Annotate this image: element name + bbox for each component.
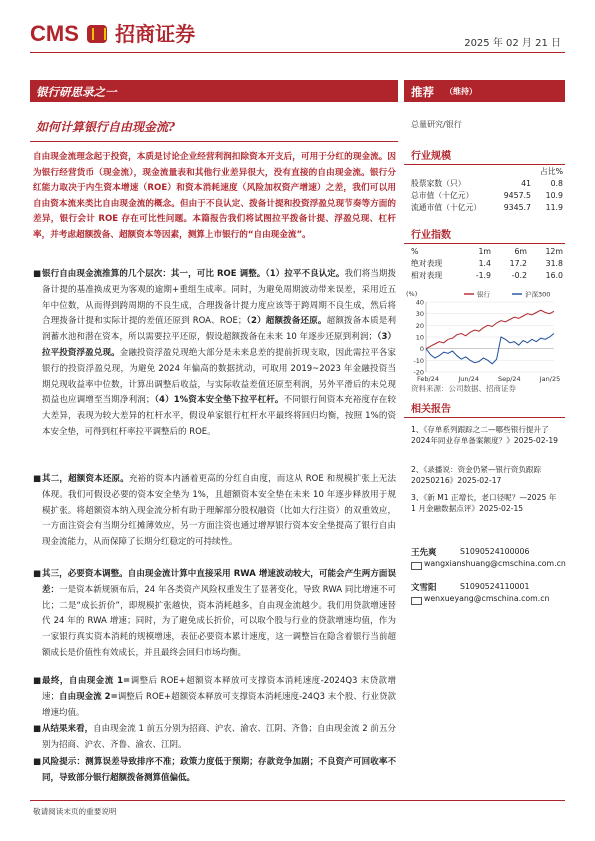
table-cell: -0.2 <box>511 270 527 280</box>
section-title-index: 行业指数 <box>411 230 451 241</box>
related-report-item[interactable]: 1、《存单系列跟踪之二—哪些银行提升了2024年同业存单备案额度？》2025-02-19 <box>411 425 558 446</box>
bullet-lead: （2）超额拨备还原。 <box>246 316 327 327</box>
abstract-paragraph: 自由现金流理念起于投资，本质是讨论企业经营利润扣除资本开支后，可用于分红的现金流。因为银行经营货币（现金流），现金流量表和其他行业差异很大，没有直接的自由现金流。银行分红能力取决于内生资本增速（ROE）和资本消耗速度（风险加权资产增速）之差，我们可以用自由资本流来类比自由现金流的概念。但由于不良认定、拨备计提和投资浮盈兑现节奏等方面的差异，银行会计 ROE 存在可比性问题。本篇报告我们将试图拉平拨备计提、浮盈兑现、杠杆率，并考虑超额拨备、超额资本等因素，测算上市银行的“自由现金流”。 <box>33 152 396 240</box>
table-header-row <box>411 245 563 257</box>
bullet-text: 自由现金流 1 前五分别为招商、沪农、渝农、江阴、齐鲁；自由现金流 2 前五分别为招商、沪农、齐鲁、渝农、江阴。 <box>42 724 396 750</box>
table-cell: 0.8 <box>550 178 563 188</box>
table-cell: 占比% <box>539 166 563 176</box>
x-tick-label: Jan/25 <box>539 375 561 383</box>
bullet-section-formula <box>33 674 396 721</box>
footer-divider <box>30 800 565 801</box>
table-cell: 9457.5 <box>503 190 531 200</box>
y-tick-label: 10 <box>415 333 424 342</box>
logo-emblem-icon <box>87 25 107 43</box>
bullet-lead: 其二，超额资本还原。 <box>42 474 129 484</box>
header-divider <box>30 52 565 53</box>
bullet-icon: ■ <box>33 757 42 767</box>
bullet-lead: 最终，自由现金流 1= <box>42 676 131 686</box>
table-row <box>411 189 563 201</box>
analyst-email[interactable]: wangxianshuang@cmschina.com.cn <box>424 559 566 568</box>
table-cell: 总市值（十亿元） <box>411 190 474 200</box>
table-cell: 6m <box>514 246 527 256</box>
y-tick-label: -20 <box>413 368 424 377</box>
x-tick-label: Jun/24 <box>458 375 479 383</box>
section-divider <box>404 243 565 244</box>
y-tick-label: 40 <box>415 298 424 307</box>
table-cell <box>411 165 491 177</box>
table-cell: 1m <box>478 246 491 256</box>
bullet-section-necessary-capital <box>33 567 396 662</box>
page-title: 如何计算银行自由现金流? <box>36 120 176 134</box>
bullet-lead: （4）1%资本安全垫下拉平杠杆。 <box>154 395 284 406</box>
table-cell: 11.9 <box>545 202 563 212</box>
table-cell: 17.2 <box>509 258 527 268</box>
bullet-lead: 其三，必要资本调整。自由现金流计算中直接采用 RWA 增速波动较大，可能会产生两方面误差： <box>42 569 396 595</box>
performance-chart <box>404 288 565 388</box>
bullet-section-excess-capital <box>33 472 396 551</box>
table-header-row <box>411 165 563 177</box>
report-date: 2025 年 02 月 21 日 <box>464 38 561 49</box>
rating-sub: （维持） <box>445 87 477 96</box>
chart-source: 资料来源：公司数据、招商证券 <box>411 384 516 393</box>
bullet-icon: ■ <box>33 676 42 686</box>
bullet-section-results <box>33 722 396 754</box>
series-title: 银行研思录之一 <box>36 85 117 99</box>
section-title-related: 相关报告 <box>411 404 451 415</box>
rating-label: 推荐 <box>411 85 434 99</box>
bullet-section-risk <box>33 755 396 787</box>
table-cell: -1.9 <box>475 270 491 280</box>
bullet-text: 我们将当期拨备计提的基准换成更为客观的逾期+重组生成率。同时，为避免周期波动带来误差，采用近五年中位数，从而得到跨周期的不良生成，合理拨备计提力度应该等于跨周期不良生成，然后将合理拨备计提和实际计提的差值还原到 ROA、ROE； <box>42 269 396 327</box>
footer-note: 敬请阅读末页的重要说明 <box>33 807 117 816</box>
analyst-id: S1090524110001 <box>460 582 530 591</box>
industry-scale-table <box>411 165 563 213</box>
section-title-scale: 行业规模 <box>411 151 451 162</box>
related-report-item[interactable]: 3、《新 M1 正增长，老口径呢？—2025 年 1 月金融数据点评》2025-02-15 <box>411 493 557 514</box>
title-divider <box>30 141 398 142</box>
table-cell: % <box>411 246 419 256</box>
x-tick-label: Feb/24 <box>417 375 439 383</box>
bullet-text: 不同银行间资本充裕度存在较大差异，表现为较大差异的杠杆水平，假设单家银行杠杆水平最终将回归均衡，按照 1%的资本安全垫，可得到杠杆率拉平调整后的 ROE。 <box>42 395 396 437</box>
bullet-icon: ■ <box>33 269 42 279</box>
table-cell: 1.4 <box>478 258 491 268</box>
x-tick-label: Sep/24 <box>497 375 521 383</box>
table-cell: 31.8 <box>545 258 563 268</box>
legend-label: 银行 <box>477 290 490 299</box>
bullet-lead: 银行自由现金流推算的几个层次：其一，可比 ROE 调整。（1）拉平不良认定。 <box>42 269 345 279</box>
bullet-text: 调整后 ROE+超额资本释放可支撑资本消耗速度-24Q3 末个股、行业贷款增速均值。 <box>42 691 396 718</box>
table-cell: 流通市值（十亿元） <box>411 202 482 212</box>
y-tick-label: -10 <box>413 356 424 365</box>
table-cell: 9345.7 <box>503 202 531 212</box>
legend-label: 沪深300 <box>525 290 551 299</box>
table-row <box>411 201 563 213</box>
table-cell: 相对表现 <box>411 270 443 280</box>
bullet-text: 金融投资浮盈兑现绝大部分是未来息差的提前折现支取，因此需拉平各家银行的投资浮盈兑现，为避免 2024 年偏高的数据扰动，可取用 2019~2023 年金融投资当期兑现收益率中位数，计算出调整后收益，与实际收益差值还原至利润，另外平滑后的未兑现损益也应调增至当期净利润； <box>42 347 396 406</box>
industry-index-table <box>411 245 563 281</box>
table-cell <box>491 165 531 177</box>
bullet-text: 充裕的资本内涵着更高的分红自由度，而这从 ROE 和规模扩张上无法体现。我们可假设必要的资本安全垫为 1%，且超额资本安全垫在未来 10 年逐步释放用于规模扩张。将超额资本纳入现金流分析有助于理解部分股权融资（比如大行注资）的双重效应，一方面注资会有当期分红摊薄效应，另一方面注资也通过增厚银行资本安全垫提高了银行自由现金流能力，从而保障了长期分红稳定的可持续性。 <box>42 474 396 548</box>
bullet-icon: ■ <box>33 474 42 484</box>
y-axis-label: (%) <box>406 290 418 298</box>
y-tick-label: 0 <box>419 345 424 354</box>
email-icon <box>411 562 422 570</box>
table-row <box>411 257 563 269</box>
analyst-email[interactable]: wenxueyang@cmschina.com.cn <box>424 594 550 603</box>
table-row <box>411 177 563 189</box>
analyst-name: 文雪阳 <box>411 583 437 593</box>
y-tick-label: 20 <box>415 321 424 330</box>
bullet-lead: 风险提示：测算误差导致排序不准；政策力度低于预期；存款竞争加剧；不良资产可回收率不同，导致部分银行超额拨备测算值偏低。 <box>42 757 396 783</box>
email-icon <box>411 597 422 605</box>
section-divider <box>404 417 565 418</box>
company-logo <box>30 18 220 48</box>
industry-label: 总量研究/银行 <box>411 120 462 129</box>
analyst-name: 王先爽 <box>411 548 437 558</box>
bullet-text: 调整后 ROE+超额资本释放可支撑资本消耗速度-2024Q3 末贷款增速； <box>42 676 396 702</box>
bullet-lead: 从结果来看， <box>42 724 94 734</box>
bullet-section-roe <box>33 267 396 441</box>
table-row <box>411 269 563 281</box>
bullet-text: 超额拨备本质是利润蓄水池和潜在资本，所以需要拉平还原，假设超额拨备在未来 10 年逐步还原到利润； <box>42 316 397 343</box>
table-cell: 绝对表现 <box>411 258 443 268</box>
bullet-icon: ■ <box>33 724 42 734</box>
logo-cms-text: CMS <box>30 21 79 46</box>
bullet-icon: ■ <box>33 569 42 579</box>
table-cell: 41 <box>521 178 531 188</box>
y-tick-label: 30 <box>415 310 424 319</box>
logo-cn-text: 招商证券 <box>115 22 196 46</box>
analyst-id: S1090524100006 <box>460 547 530 556</box>
bullet-text: 一是资本新规颁布后，24 年各类资产风险权重发生了显著变化，导致 RWA 同比增速不可比；二是“成长折价”，即规模扩张越快，资本消耗越多，自由现金流越少。我们用贷款增速替代 24 年的 RWA 增速；同时，为了避免成长折价，可以取个股与行业的贷款增速均值，作为一家银行真实资本消耗的规模增速，表征必要资本累计速度，这一调整旨在隐含着银行当前超额成长是价值性有效成长，并且最终会回归市场均衡。 <box>42 584 396 658</box>
bullet-lead: 自由现金流 2= <box>59 691 118 702</box>
table-cell: 12m <box>545 246 563 256</box>
table-cell: 16.0 <box>545 270 563 280</box>
series-line <box>426 310 554 349</box>
table-cell: 10.9 <box>545 190 563 200</box>
related-report-item[interactable]: 2、《录播说：资金仍紧—银行资负跟踪 20250216》2025-02-17 <box>411 465 542 486</box>
table-cell: 股票家数（只） <box>411 178 466 188</box>
bullet-lead: （3）拉平投资浮盈兑现。 <box>42 332 396 358</box>
